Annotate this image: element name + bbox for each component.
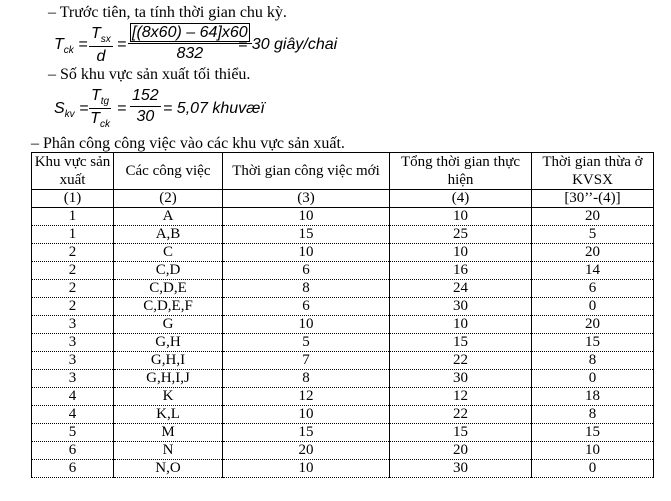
table-cell: 30 bbox=[390, 298, 532, 316]
formula2-lhs: $S_{kv}$ = bbox=[54, 100, 89, 121]
table-cell: 0 bbox=[532, 298, 654, 316]
header-idle-time: Thời gian thừa ở KVSX bbox=[532, 153, 654, 190]
table-row bbox=[32, 316, 654, 334]
table-header-row bbox=[32, 153, 654, 190]
table-cell: 10 bbox=[223, 316, 390, 334]
table-cell: 22 bbox=[390, 352, 532, 370]
table-cell: 4 bbox=[32, 406, 114, 424]
table-cell: 20 bbox=[223, 442, 390, 460]
table-cell: 15 bbox=[532, 424, 654, 442]
table-cell: K,L bbox=[114, 406, 223, 424]
formula1-frac1: $T_{sx}$ d bbox=[91, 25, 111, 66]
intro-step2: – Số khu vực sản xuất tối thiểu. bbox=[48, 66, 251, 83]
table-cell: C,D bbox=[114, 262, 223, 280]
table-cell: 5 bbox=[32, 424, 114, 442]
table-row bbox=[32, 388, 654, 406]
table-row bbox=[32, 226, 654, 244]
table-cell: 8 bbox=[223, 280, 390, 298]
formula2-result: = 5,07 khuvæï bbox=[163, 100, 265, 117]
header-area: Khu vực sản xuất bbox=[32, 153, 114, 190]
table-cell: 2 bbox=[32, 280, 114, 298]
table-cell: C,D,E,F bbox=[114, 298, 223, 316]
table-cell: 4 bbox=[32, 388, 114, 406]
table-cell: G,H,I,J bbox=[114, 370, 223, 388]
table-cell: N bbox=[114, 442, 223, 460]
table-cell: 2 bbox=[32, 298, 114, 316]
table-cell: 6 bbox=[223, 262, 390, 280]
table-cell: 10 bbox=[223, 406, 390, 424]
table-cell: 6 bbox=[32, 460, 114, 478]
table-cell: 2 bbox=[32, 244, 114, 262]
table-cell: 1 bbox=[32, 208, 114, 226]
table-cell: 8 bbox=[532, 352, 654, 370]
table-index-row: (1) (2) (3) (4) [30’’-(4)] bbox=[32, 190, 654, 208]
table-cell: 10 bbox=[223, 208, 390, 226]
formula1-frac2: $\frac{[(8x60) - 64]x60}{832}$ bbox=[128, 24, 252, 63]
table-cell: 10 bbox=[223, 244, 390, 262]
table-row bbox=[32, 406, 654, 424]
table-row bbox=[32, 334, 654, 352]
table-cell: 1 bbox=[32, 226, 114, 244]
table-cell: 20 bbox=[532, 316, 654, 334]
table-cell: 12 bbox=[390, 388, 532, 406]
table-row bbox=[32, 280, 654, 298]
table-cell: 12 bbox=[223, 388, 390, 406]
table-cell: 14 bbox=[532, 262, 654, 280]
table-cell: 20 bbox=[532, 208, 654, 226]
table-cell: 16 bbox=[390, 262, 532, 280]
intro-step1: – Trước tiên, ta tính thời gian chu kỳ. bbox=[48, 4, 287, 21]
table-cell: 15 bbox=[223, 424, 390, 442]
formula2-frac2: $\frac{152}{30}$ bbox=[132, 87, 159, 125]
table-row bbox=[32, 244, 654, 262]
table-row bbox=[32, 262, 654, 280]
table-cell: 10 bbox=[223, 460, 390, 478]
table-cell: 15 bbox=[532, 334, 654, 352]
formula1-lhs: $T_{ck}$ = bbox=[54, 36, 88, 57]
table-cell: N,O bbox=[114, 460, 223, 478]
table-cell: 5 bbox=[532, 226, 654, 244]
table-cell: 2 bbox=[32, 262, 114, 280]
table-cell: 30 bbox=[390, 460, 532, 478]
table-cell: A,B bbox=[114, 226, 223, 244]
table-cell: 0 bbox=[532, 460, 654, 478]
table-cell: 6 bbox=[532, 280, 654, 298]
table-cell: 20 bbox=[390, 442, 532, 460]
table-cell: A bbox=[114, 208, 223, 226]
table-cell: K bbox=[114, 388, 223, 406]
table-cell: 15 bbox=[390, 424, 532, 442]
table-cell: 3 bbox=[32, 334, 114, 352]
table-cell: 10 bbox=[390, 208, 532, 226]
formula2-frac1: $T_{tg}$ $T_{ck}$ bbox=[90, 87, 110, 131]
table-cell: 3 bbox=[32, 370, 114, 388]
table-cell: 6 bbox=[223, 298, 390, 316]
table-cell: G bbox=[114, 316, 223, 334]
table-cell: 30 bbox=[390, 370, 532, 388]
table-row bbox=[32, 298, 654, 316]
table-cell: C,D,E bbox=[114, 280, 223, 298]
table-cell: 10 bbox=[532, 442, 654, 460]
table-cell: 7 bbox=[223, 352, 390, 370]
header-tasks: Các công việc bbox=[114, 153, 223, 190]
table-row bbox=[32, 208, 654, 226]
intro-step3: – Phân công công việc vào các khu vực sản xuất. bbox=[31, 135, 345, 152]
table-row bbox=[32, 424, 654, 442]
table-cell: 22 bbox=[390, 406, 532, 424]
table-cell: 8 bbox=[223, 370, 390, 388]
table-cell: 3 bbox=[32, 316, 114, 334]
table-cell: 15 bbox=[390, 334, 532, 352]
table-cell: 10 bbox=[390, 316, 532, 334]
table-cell: 6 bbox=[32, 442, 114, 460]
table-cell: 8 bbox=[532, 406, 654, 424]
table-cell: 15 bbox=[223, 226, 390, 244]
table-cell: 18 bbox=[532, 388, 654, 406]
table-cell: 5 bbox=[223, 334, 390, 352]
table-cell: C bbox=[114, 244, 223, 262]
table-cell: M bbox=[114, 424, 223, 442]
table-cell: G,H,I bbox=[114, 352, 223, 370]
table-row bbox=[32, 460, 654, 478]
table-cell: 0 bbox=[532, 370, 654, 388]
table-cell: 24 bbox=[390, 280, 532, 298]
table-row bbox=[32, 370, 654, 388]
table-row bbox=[32, 352, 654, 370]
header-new-time: Thời gian công việc mới bbox=[223, 153, 390, 190]
formula1-result: = 30 giây/chai bbox=[238, 36, 338, 53]
table-cell: G,H bbox=[114, 334, 223, 352]
assignment-table bbox=[31, 152, 654, 478]
header-total-time: Tổng thời gian thực hiện bbox=[390, 153, 532, 190]
table-cell: 25 bbox=[390, 226, 532, 244]
table-cell: 10 bbox=[390, 244, 532, 262]
table-cell: 20 bbox=[532, 244, 654, 262]
table-row bbox=[32, 442, 654, 460]
table-cell: 3 bbox=[32, 352, 114, 370]
